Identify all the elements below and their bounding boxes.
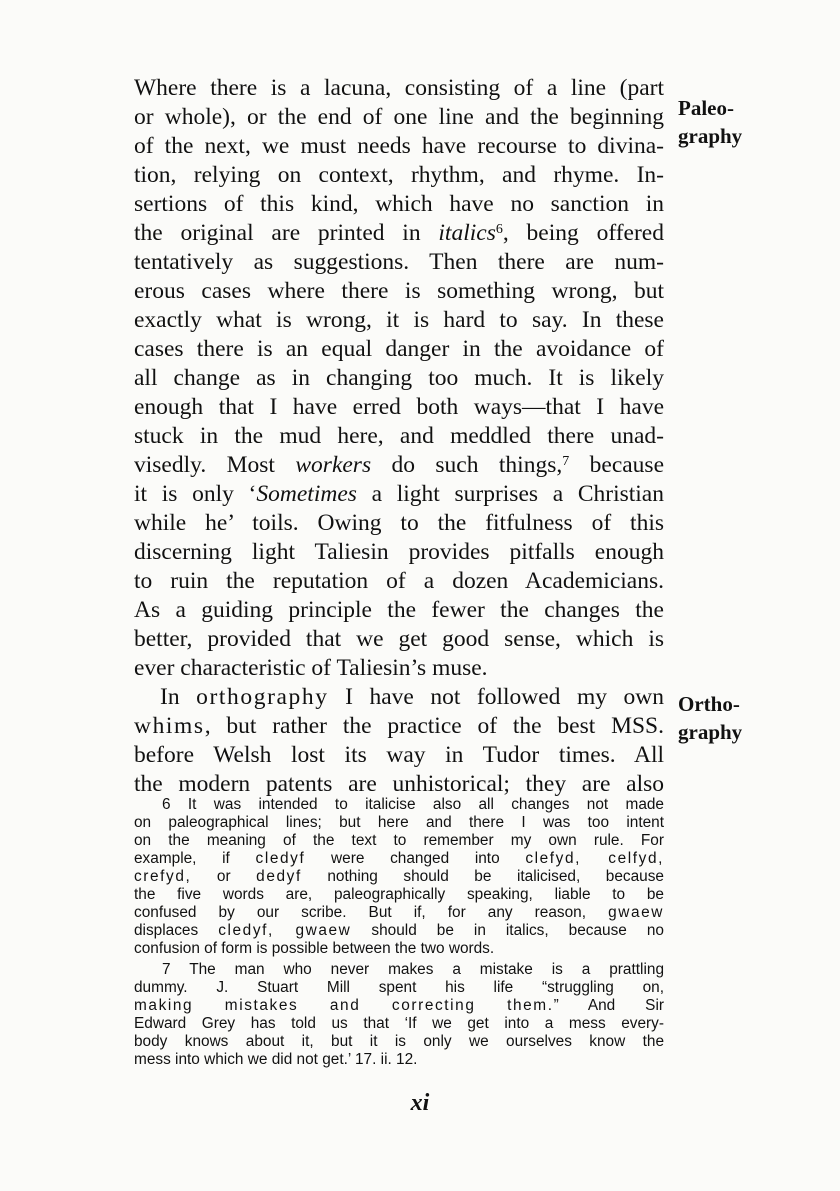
spaced-word: dedyf: [256, 868, 302, 885]
footnote-line: the five words are, paleographically speaking, liable to be: [134, 886, 664, 903]
footnote-line: [134, 904, 664, 922]
text-run: In: [160, 684, 197, 710]
text-line: ever characteristic of Taliesin’s muse.: [134, 655, 488, 681]
text-run: were changed into: [305, 850, 526, 867]
text-run: a light surprises a Christian: [356, 481, 664, 507]
text-run: because: [569, 452, 665, 478]
text-line: erous cases where there is something wrong, but: [134, 278, 664, 304]
footnote-line: 6 It was intended to italicise also all changes not made: [162, 796, 664, 813]
margin-note-line: Ortho-: [678, 692, 740, 716]
text-line: of the next, we must needs have recourse to divina-: [134, 133, 664, 159]
text-line: the modern patents are unhistorical; they are also: [134, 771, 664, 797]
footnote-line: confusion of form is possible between the two words.: [134, 940, 495, 957]
text-line: Where there is a lacuna, consisting of a line (part: [134, 75, 664, 101]
footnote-line: [134, 997, 664, 1015]
text-run: ” And Sir: [553, 997, 664, 1014]
text-line: all change as in changing too much. It is likely: [134, 365, 664, 391]
italic-word: workers: [295, 452, 372, 478]
text-line: cases there is an equal danger in the avoidance of: [134, 336, 664, 362]
spaced-phrase: making mistakes and correcting them.: [134, 997, 554, 1014]
text-line: [134, 712, 664, 741]
spaced-word: cledyf: [255, 850, 306, 867]
text-run: the original are printed in: [134, 220, 439, 246]
text-run: it is only ‘: [134, 481, 257, 507]
footnote-line: 7 The man who never makes a mistake is a prattling: [162, 961, 664, 978]
spaced-word: crefyd,: [134, 868, 192, 885]
text-line: [134, 480, 664, 509]
text-line: enough that I have erred both ways—that I have: [134, 394, 664, 420]
text-run: should be in italics, because no: [351, 922, 664, 939]
text-run: example, if: [134, 850, 256, 867]
text-line: As a guiding principle the fewer the changes the: [134, 597, 664, 623]
footnote-line: on the meaning of the text to remember my own rule. For: [134, 832, 664, 849]
footnote-line: mess into which we did not get.’ 17. ii. 12.: [134, 1051, 418, 1068]
text-line: tion, relying on context, rhythm, and rhyme. In-: [134, 162, 664, 188]
text-line: before Welsh lost its way in Tudor times. All: [134, 742, 664, 768]
text-line: to ruin the reputation of a dozen Academicians.: [134, 568, 664, 594]
text-run: confused by our scribe. But if, for any reason,: [134, 904, 609, 921]
footnote-line: [134, 868, 664, 886]
margin-note-line: graphy: [678, 124, 743, 148]
text-line: tentatively as suggestions. Then there are num-: [134, 249, 664, 275]
footnote-line: [134, 922, 664, 940]
spaced-word: whims: [134, 713, 205, 739]
text-run: I have not followed my own: [328, 684, 664, 710]
text-run: nothing should be italicised, because: [301, 868, 664, 885]
footnote-line: [134, 850, 664, 868]
page-number: xi: [410, 1090, 430, 1116]
margin-note-paleography: [678, 94, 768, 150]
text-line: stuck in the mud here, and meddled there unad-: [134, 423, 664, 449]
text-line: [134, 219, 664, 248]
spaced-word: gwaew: [608, 904, 664, 921]
footnote-line: Edward Grey has told us that ‘If we get into a mess every-: [134, 1015, 664, 1032]
text-line: [160, 683, 664, 712]
footnote-ref-7: 7: [562, 454, 570, 469]
margin-note-line: graphy: [678, 720, 743, 744]
text-line: sertions of this kind, which have no sanction in: [134, 191, 664, 217]
footnote-ref-6: 6: [495, 222, 503, 237]
spaced-word: clefyd, celfyd,: [525, 850, 664, 867]
text-line: better, provided that we get good sense, which is: [134, 626, 664, 652]
text-line: discerning light Taliesin provides pitfalls enough: [134, 539, 664, 565]
footnote-line: on paleographical lines; but here and there I was too intent: [134, 814, 664, 831]
text-run: , being offered: [502, 220, 664, 246]
text-run: or: [191, 868, 257, 885]
text-run: displaces: [134, 922, 219, 939]
text-run: , but rather the practice of the best MSS.: [204, 713, 664, 739]
text-run: do such things,: [371, 452, 563, 478]
italic-word: italics: [438, 220, 496, 246]
text-line: while he’ toils. Owing to the fitfulness of this: [134, 510, 664, 536]
italic-word: Sometimes: [256, 481, 357, 507]
footnote-line: body knows about it, but it is only we ourselves know the: [134, 1033, 664, 1050]
margin-note-line: Paleo-: [678, 96, 734, 120]
text-line: or whole), or the end of one line and the beginning: [134, 104, 664, 130]
text-line: exactly what is wrong, it is hard to say. In these: [134, 307, 664, 333]
spaced-word: orthography: [196, 684, 329, 710]
footnote-line: dummy. J. Stuart Mill spent his life “struggling on,: [134, 979, 664, 996]
spaced-word: cledyf, gwaew: [218, 922, 352, 939]
text-run: visedly. Most: [134, 452, 296, 478]
text-line: [134, 451, 664, 480]
margin-note-orthography: [678, 690, 768, 746]
